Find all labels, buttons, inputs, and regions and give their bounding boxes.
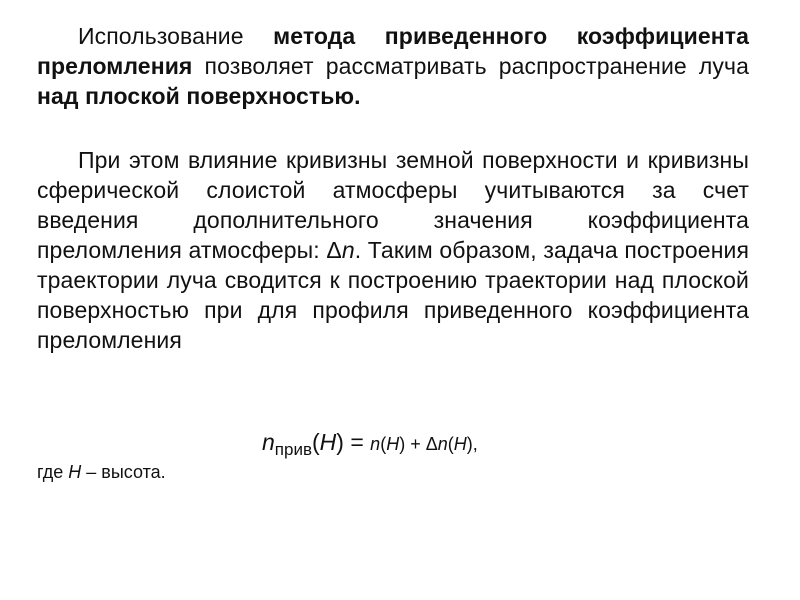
formula-rhs-n: n [370,434,381,454]
where-prefix: где [37,462,69,482]
formula-lhs-H: H [319,429,337,455]
paragraph-curvature-text: При этом влияние кривизны земной поверхности и кривизны сферической слоистой атмосферы учитываются за счет введения дополнительного значения коэффициента преломления атмосферы: Δ [37,147,749,263]
paragraph-method-bold-1: метода приведенного коэффициента преломления [37,23,749,79]
formula-lhs-subscript: прив [274,440,312,459]
paragraph-curvature-text-2: . Таким образом, задача построения траектории луча сводится к построению траектории над плоской поверхностью при для профиля приведенного коэффициента преломления [37,237,750,353]
paragraph-method-text-2: позволяет рассматривать распространение луча [192,53,749,79]
paragraph-method-bold-2: над плоской поверхностью. [37,83,361,109]
paragraph-method [37,21,749,111]
formula-lhs-close-paren: ) [336,429,344,455]
formula-rhs-close-paren-2: ), [466,434,478,454]
where-variable: H [68,462,82,482]
paragraph-curvature [37,145,749,355]
formula-rhs-open-paren-2: ( [447,434,454,454]
formula-rhs-H: H [386,434,400,454]
paragraph-method-text-1: Использование [78,23,274,49]
formula-lhs-open-paren: ( [311,429,320,455]
formula-rhs-H2: H [453,434,467,454]
formula-rhs-n2: n [437,434,448,454]
formula [262,427,478,459]
formula-rhs-close-paren: ) [399,434,406,454]
formula-equals: = [343,429,371,455]
paragraph-curvature-var-n: n [341,237,355,263]
where-explanation [37,460,166,484]
where-suffix: – высота. [81,462,166,482]
formula-plus-delta: + Δ [405,434,438,454]
formula-rhs-open-paren: ( [380,434,387,454]
formula-lhs-n: n [262,429,275,455]
